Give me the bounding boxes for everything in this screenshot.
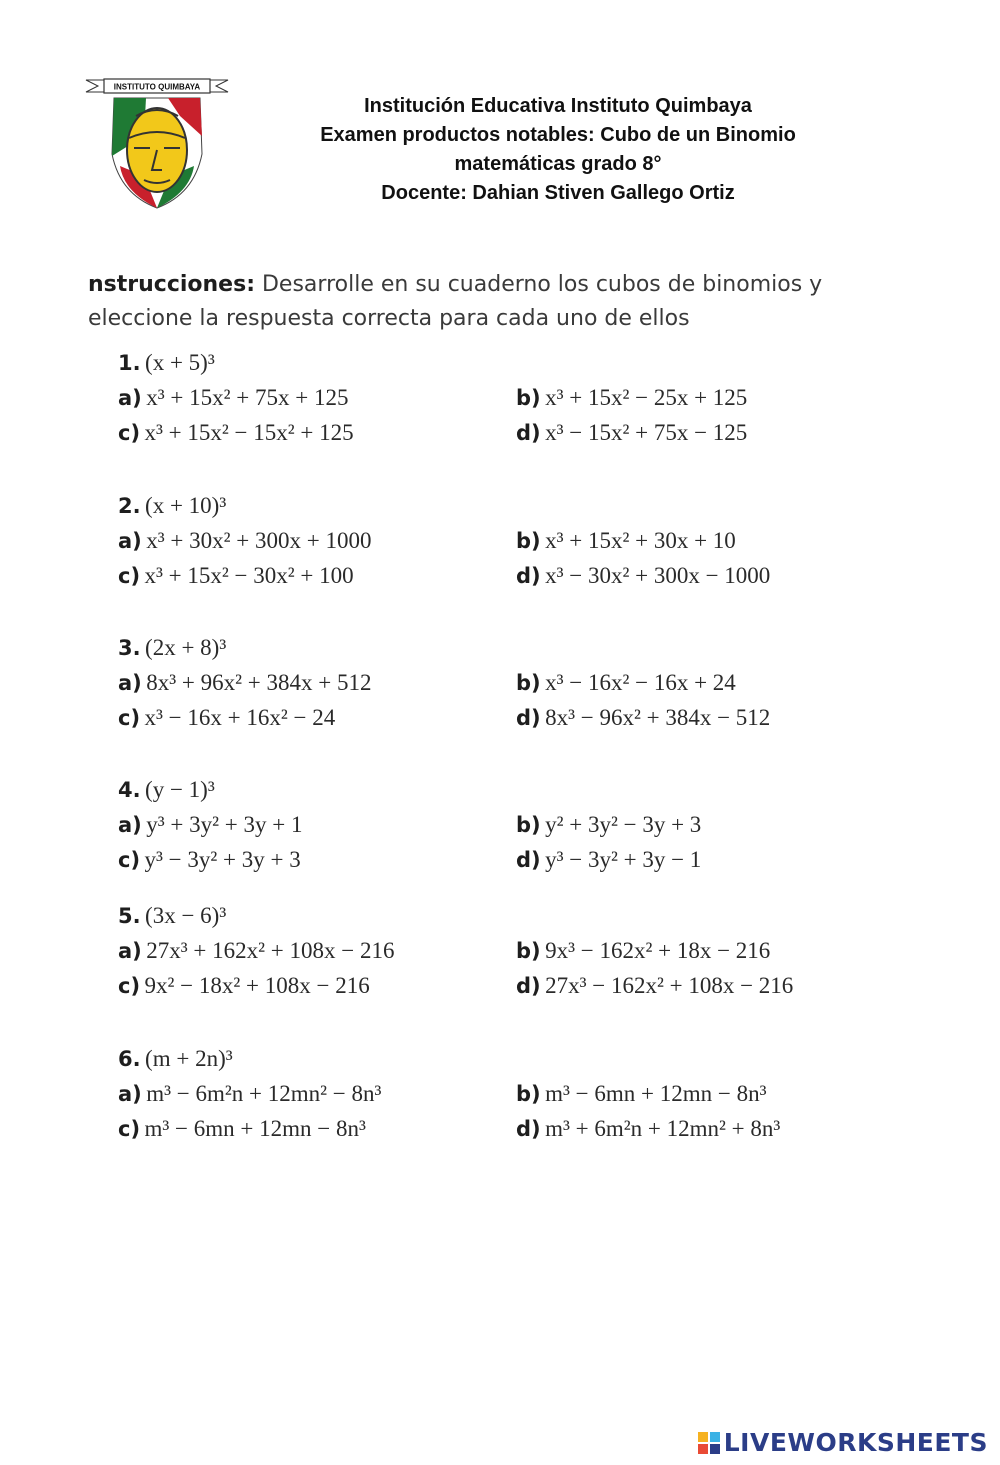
problem-number: 6. xyxy=(118,1047,141,1071)
option-letter: d) xyxy=(516,421,541,445)
options-row xyxy=(118,938,978,973)
brand-text: LIVEWORKSHEETS xyxy=(723,1428,988,1457)
option-letter: a) xyxy=(118,386,142,410)
option-expression: 8x³ − 96x² + 384x − 512 xyxy=(545,705,771,730)
options-row xyxy=(118,1116,978,1151)
option-expression: x³ + 15x² + 75x + 125 xyxy=(146,385,349,410)
problem-number: 1. xyxy=(118,351,141,375)
problem-question-row xyxy=(118,1046,978,1081)
option-expression: x³ + 15x² + 30x + 10 xyxy=(545,528,736,553)
problem-2 xyxy=(118,493,978,598)
problem-expression: (y − 1)³ xyxy=(145,777,215,802)
teacher-name: Docente: Dahian Stiven Gallego Ortiz xyxy=(381,182,735,204)
problem-1 xyxy=(118,350,978,455)
options-row xyxy=(118,563,978,598)
option-expression: y³ − 3y² + 3y + 3 xyxy=(144,847,301,872)
option-a[interactable] xyxy=(118,938,394,964)
option-b[interactable] xyxy=(516,670,736,696)
options-row xyxy=(118,705,978,740)
options-row xyxy=(118,670,978,705)
option-letter: d) xyxy=(516,706,541,730)
option-b[interactable] xyxy=(516,1081,766,1107)
option-a[interactable] xyxy=(118,812,302,838)
option-c[interactable] xyxy=(118,1116,366,1142)
problem-expression: (2x + 8)³ xyxy=(145,635,227,660)
option-letter: b) xyxy=(516,671,541,695)
option-letter: b) xyxy=(516,386,541,410)
problem-6 xyxy=(118,1046,978,1151)
option-expression: 27x³ + 162x² + 108x − 216 xyxy=(146,938,395,963)
option-d[interactable] xyxy=(516,705,770,731)
option-a[interactable] xyxy=(118,1081,381,1107)
logo-mask xyxy=(127,108,187,192)
liveworksheets-logo-icon xyxy=(698,1432,720,1454)
option-expression: 27x³ − 162x² + 108x − 216 xyxy=(545,973,794,998)
problem-question-row xyxy=(118,777,978,812)
option-expression: y³ − 3y² + 3y − 1 xyxy=(545,847,702,872)
option-expression: 9x² − 18x² + 108x − 216 xyxy=(144,973,370,998)
options-row xyxy=(118,1081,978,1116)
instructions-text-1: Desarrolle en su cuaderno los cubos de binomios y xyxy=(255,272,823,297)
option-c[interactable] xyxy=(118,847,301,873)
problem-number: 3. xyxy=(118,636,141,660)
option-expression: y³ + 3y² + 3y + 1 xyxy=(146,812,303,837)
logo-banner-text: INSTITUTO QUIMBAYA xyxy=(113,82,201,92)
option-letter: a) xyxy=(118,939,142,963)
liveworksheets-brand xyxy=(698,1428,988,1457)
problem-number: 2. xyxy=(118,494,141,518)
option-expression: m³ − 6m²n + 12mn² − 8n³ xyxy=(146,1081,382,1106)
option-expression: m³ + 6m²n + 12mn² + 8n³ xyxy=(545,1116,781,1141)
option-letter: a) xyxy=(118,671,142,695)
option-letter: d) xyxy=(516,974,541,998)
option-letter: c) xyxy=(118,1117,141,1141)
option-d[interactable] xyxy=(516,973,793,999)
option-letter: d) xyxy=(516,564,541,588)
problem-question-row xyxy=(118,493,978,528)
options-row xyxy=(118,385,978,420)
institution-name: Institución Educativa Instituto Quimbaya xyxy=(364,95,752,117)
option-d[interactable] xyxy=(516,847,701,873)
instructions-lead: nstrucciones: xyxy=(88,272,255,297)
options-row xyxy=(118,528,978,563)
option-letter: c) xyxy=(118,706,141,730)
option-letter: b) xyxy=(516,1082,541,1106)
option-expression: x³ + 30x² + 300x + 1000 xyxy=(146,528,372,553)
options-row xyxy=(118,420,978,455)
option-letter: c) xyxy=(118,848,141,872)
option-expression: m³ − 6mn + 12mn − 8n³ xyxy=(545,1081,767,1106)
option-letter: d) xyxy=(516,848,541,872)
option-expression: x³ − 16x² − 16x + 24 xyxy=(545,670,736,695)
option-d[interactable] xyxy=(516,1116,780,1142)
option-d[interactable] xyxy=(516,420,747,446)
option-letter: c) xyxy=(118,564,141,588)
problem-question-row xyxy=(118,350,978,385)
instructions xyxy=(88,268,968,336)
option-expression: x³ + 15x² − 15x² + 125 xyxy=(144,420,354,445)
problem-question-row xyxy=(118,635,978,670)
option-c[interactable] xyxy=(118,705,335,731)
option-a[interactable] xyxy=(118,528,371,554)
problem-number: 4. xyxy=(118,778,141,802)
option-expression: x³ − 30x² + 300x − 1000 xyxy=(545,563,771,588)
options-row xyxy=(118,847,978,882)
option-expression: x³ + 15x² − 25x + 125 xyxy=(545,385,748,410)
option-expression: 8x³ + 96x² + 384x + 512 xyxy=(146,670,372,695)
option-expression: y² + 3y² − 3y + 3 xyxy=(545,812,702,837)
problem-3 xyxy=(118,635,978,740)
option-expression: x³ − 15x² + 75x − 125 xyxy=(545,420,748,445)
problem-expression: (m + 2n)³ xyxy=(145,1046,233,1071)
problem-4 xyxy=(118,777,978,882)
option-b[interactable] xyxy=(516,938,770,964)
option-expression: x³ − 16x + 16x² − 24 xyxy=(144,705,336,730)
subject-grade: matemáticas grado 8° xyxy=(454,153,662,175)
option-letter: a) xyxy=(118,813,142,837)
options-row xyxy=(118,812,978,847)
option-d[interactable] xyxy=(516,563,770,589)
option-expression: x³ + 15x² − 30x² + 100 xyxy=(144,563,354,588)
problem-5 xyxy=(118,903,978,1008)
option-letter: b) xyxy=(516,939,541,963)
option-letter: a) xyxy=(118,1082,142,1106)
option-letter: c) xyxy=(118,974,141,998)
instructions-text-2: eleccione la respuesta correcta para cada uno de ellos xyxy=(88,306,690,331)
problem-expression: (3x − 6)³ xyxy=(145,903,227,928)
option-letter: b) xyxy=(516,529,541,553)
option-expression: m³ − 6mn + 12mn − 8n³ xyxy=(144,1116,366,1141)
option-a[interactable] xyxy=(118,670,371,696)
option-b[interactable] xyxy=(516,528,736,554)
school-logo xyxy=(84,76,230,212)
problem-question-row xyxy=(118,903,978,938)
option-c[interactable] xyxy=(118,563,354,589)
options-row xyxy=(118,973,978,1008)
option-b[interactable] xyxy=(516,385,747,411)
option-expression: 9x³ − 162x² + 18x − 216 xyxy=(545,938,771,963)
option-b[interactable] xyxy=(516,812,701,838)
problem-expression: (x + 10)³ xyxy=(145,493,227,518)
option-letter: b) xyxy=(516,813,541,837)
option-letter: d) xyxy=(516,1117,541,1141)
logo-banner xyxy=(86,79,228,93)
problem-number: 5. xyxy=(118,904,141,928)
option-letter: a) xyxy=(118,529,142,553)
option-a[interactable] xyxy=(118,385,348,411)
option-letter: c) xyxy=(118,421,141,445)
problem-expression: (x + 5)³ xyxy=(145,350,215,375)
option-c[interactable] xyxy=(118,973,370,999)
exam-title: Examen productos notables: Cubo de un Binomio xyxy=(320,124,796,146)
option-c[interactable] xyxy=(118,420,354,446)
document-header xyxy=(258,92,858,208)
